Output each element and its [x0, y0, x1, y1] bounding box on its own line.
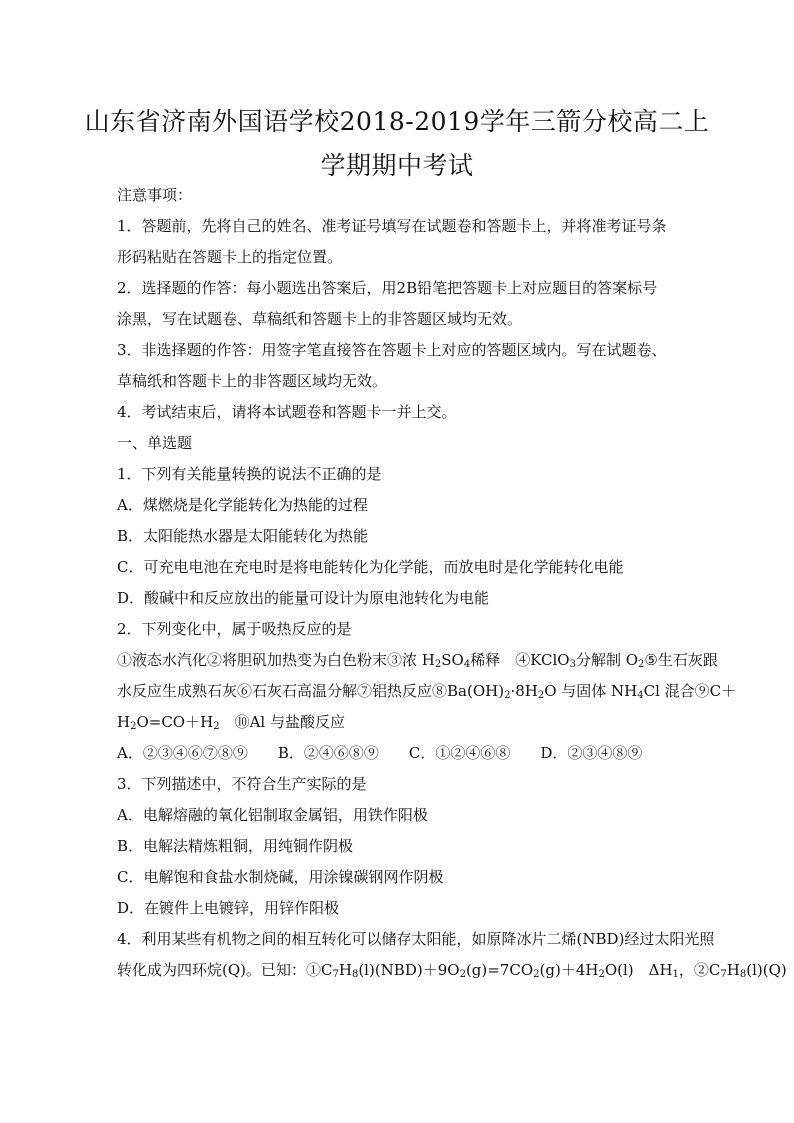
- subscript: 8: [739, 969, 747, 980]
- subscript: 4: [637, 690, 644, 701]
- q4-line2-text: (g)＋4H: [539, 961, 599, 979]
- q4-line1: 4．利用某些有机物之间的相互转化可以储存太阳能，如原降冰片二烯(NBD)经过太阳光照: [117, 930, 715, 948]
- exam-title-line2: 学期期中考试: [320, 151, 474, 180]
- subscript: 2: [533, 969, 540, 980]
- notice-heading: 注意事项：: [117, 186, 193, 204]
- q4-line2-text: ，②C: [678, 961, 721, 979]
- q4-line2-text: (l)(NBD)＋9O: [358, 961, 460, 979]
- q4-line2-text: O(l) ΔH: [604, 961, 673, 979]
- q2-line2: [117, 676, 737, 707]
- section-heading: 一、单选题: [117, 434, 193, 452]
- q2-line1-text: 稀释 ④KClO: [470, 651, 570, 669]
- q4-line2: [117, 955, 787, 986]
- q2-line3-text: O=CO＋H: [136, 713, 214, 731]
- q2-stem: 2．下列变化中，属于吸热反应的是: [117, 620, 352, 638]
- q1-option-c: C．可充电电池在充电时是将电能转化为化学能，而放电时是化学能转化电能: [117, 558, 624, 576]
- q1-option-d: D．酸碱中和反应放出的能量可设计为原电池转化为电能: [117, 589, 490, 607]
- q2-line3: [117, 707, 689, 738]
- q1-stem: 1．下列有关能量转换的说法不正确的是: [117, 465, 382, 483]
- subscript: 8: [351, 969, 359, 980]
- q3-option-b: B．电解法精炼粗铜，用纯铜作阴极: [117, 837, 354, 855]
- q2-options: A．②③④⑥⑦⑧⑨ B．②④⑥⑧⑨ C．①②④⑥⑧ D．②③④⑧⑨: [117, 744, 643, 762]
- subscript: 2: [504, 690, 511, 701]
- notice-item-3-line2: 草稿纸和答题卡上的非答题区域均无效。: [117, 372, 388, 390]
- q4-line2-text: H: [726, 961, 740, 979]
- q2-line2-text: ·8H: [510, 682, 538, 700]
- q2-line2-text: Cl 混合⑨C＋: [643, 682, 737, 700]
- q2-line1-text: 分解制 O: [575, 651, 639, 669]
- notice-item-1-line1: 1．答题前，先将自己的姓名、准考证号填写在试题卷和答题卡上，并将准考证号条: [117, 217, 667, 235]
- q3-option-a: A．电解熔融的氧化铝制取金属铝，用铁作阳极: [117, 806, 428, 824]
- q4-line2-text: (l)(Q): [746, 961, 787, 979]
- notice-item-3-line1: 3．非选择题的作答：用签字笔直接答在答题卡上对应的答题区域内。写在试题卷、: [117, 341, 667, 359]
- subscript: 2: [537, 690, 545, 701]
- q2-line3-text: H: [117, 713, 131, 731]
- subscript: 2: [459, 969, 466, 980]
- q2-line3-text: ⑩Al 与盐酸反应: [219, 713, 345, 731]
- q4-line2-text: 转化成为四环烷(Q)。已知：①C: [117, 961, 333, 979]
- q2-line2-text: 水反应生成熟石灰⑥石灰石高温分解⑦铝热反应⑧Ba(OH): [117, 682, 505, 700]
- q1-option-a: A．煤燃烧是化学能转化为热能的过程: [117, 496, 368, 514]
- notice-item-2-line2: 涂黑，写在试题卷、草稿纸和答题卡上的非答题区域均无效。: [117, 310, 523, 328]
- q3-option-c: C．电解饱和食盐水制烧碱，用涂镍碳钢网作阴极: [117, 868, 444, 886]
- subscript: 2: [130, 721, 137, 732]
- subscript: 2: [598, 969, 605, 980]
- exam-title-line1: 山东省济南外国语学校2018-2019学年三箭分校高二上: [84, 107, 710, 136]
- q2-line1: [117, 645, 718, 676]
- subscript: 3: [569, 659, 576, 670]
- notice-item-4: 4．考试结束后，请将本试题卷和答题卡一并上交。: [117, 403, 457, 421]
- q3-stem: 3．下列描述中，不符合生产实际的是: [117, 775, 367, 793]
- exam-body: [117, 180, 787, 986]
- q4-line2-text: (g)=7CO: [465, 961, 534, 979]
- notice-item-1-line2: 形码粘贴在答题卡上的指定位置。: [117, 248, 343, 266]
- q2-line1-text: SO: [441, 651, 464, 669]
- q1-option-b: B．太阳能热水器是太阳能转化为热能: [117, 527, 369, 545]
- subscript: 4: [463, 659, 471, 670]
- q4-line2-text: H: [338, 961, 352, 979]
- subscript: 2: [638, 659, 645, 670]
- q2-line1-text: ⑤生石灰跟: [644, 651, 718, 669]
- q2-line2-text: O 与固体 NH: [544, 682, 638, 700]
- subscript: 2: [213, 721, 220, 732]
- q3-option-d: D．在镀件上电镀锌，用锌作阳极: [117, 899, 340, 917]
- subscript: 1: [672, 969, 679, 980]
- notice-item-2-line1: 2．选择题的作答：每小题选出答案后，用2B铅笔把答题卡上对应题目的答案标号: [117, 279, 658, 297]
- subscript: 7: [332, 969, 339, 980]
- subscript: 7: [720, 969, 727, 980]
- q2-line1-text: ①液态水汽化②将胆矾加热变为白色粉末③浓 H: [117, 651, 435, 669]
- subscript: 2: [434, 659, 442, 670]
